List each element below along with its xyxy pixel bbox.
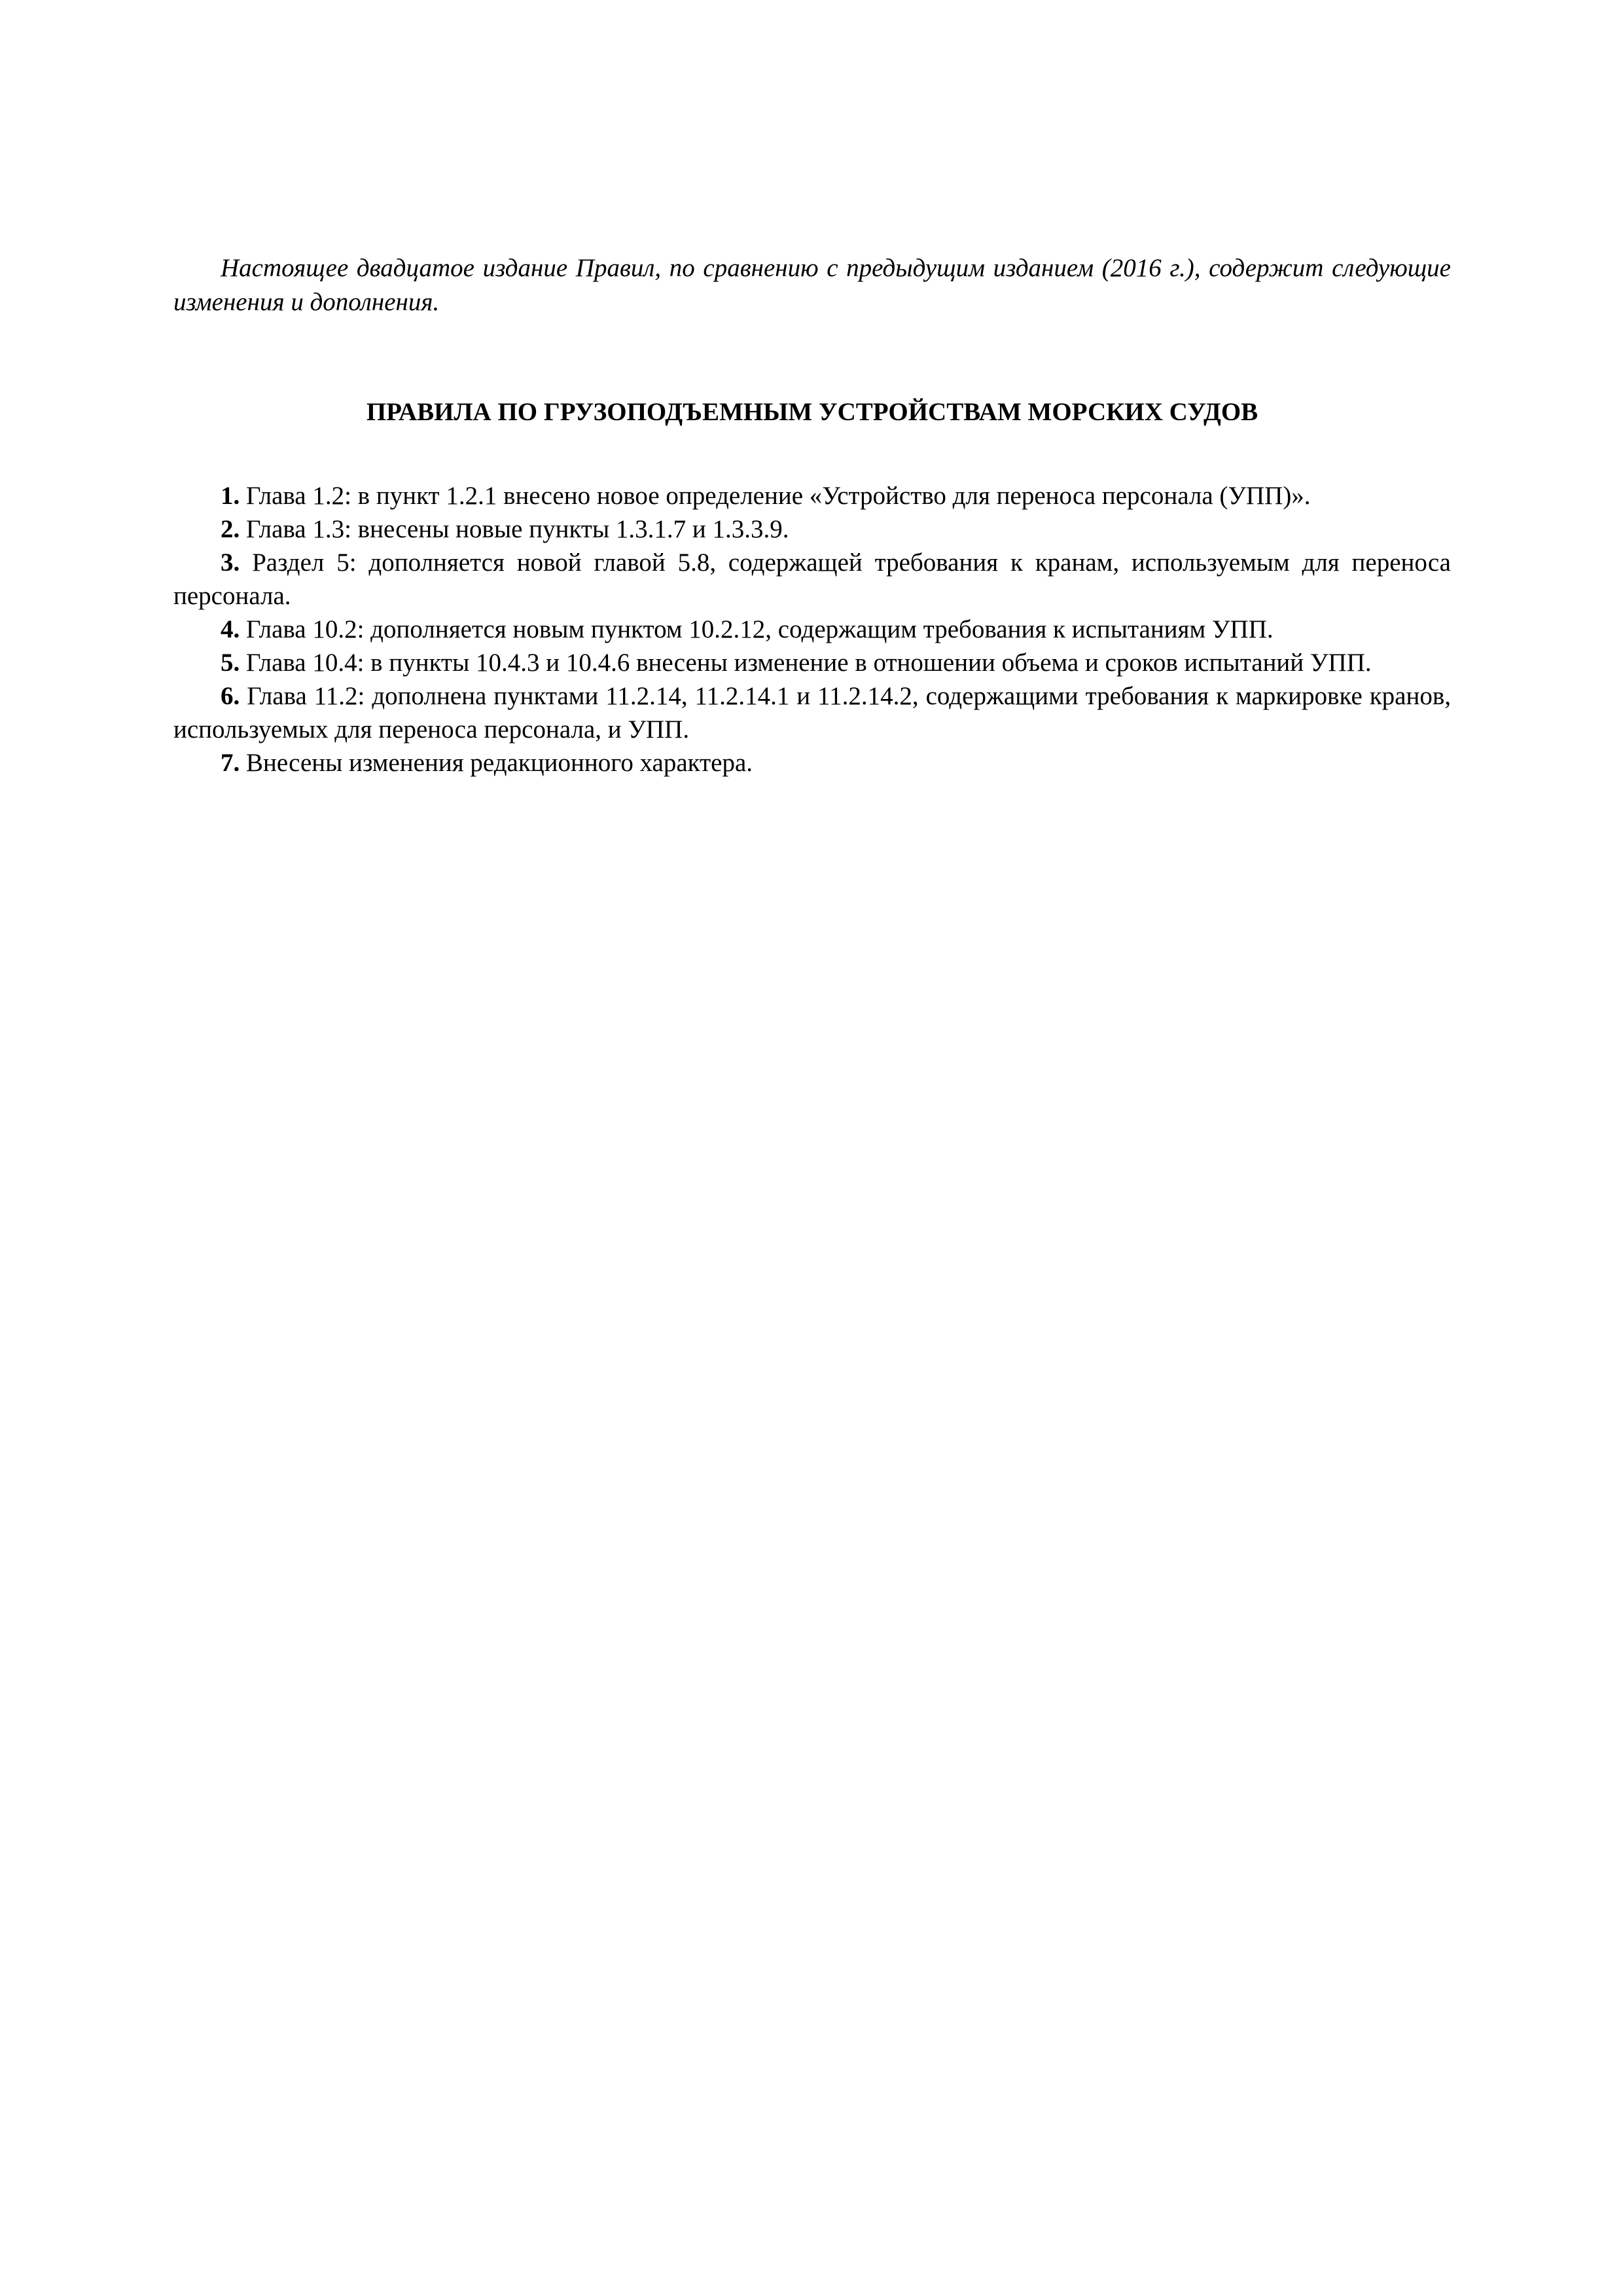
change-text: Глава 1.2: в пункт 1.2.1 внесено новое определение «Устройство для переноса персонала (УПП)». (246, 482, 1311, 510)
change-number: 6. (221, 682, 240, 710)
change-number: 5. (221, 649, 240, 677)
change-text: Глава 10.4: в пункты 10.4.3 и 10.4.6 внесены изменение в отношении объема и сроков испытаний УПП. (246, 649, 1372, 677)
change-item-1 (173, 479, 1451, 512)
rules-title: ПРАВИЛА ПО ГРУЗОПОДЪЕМНЫМ УСТРОЙСТВАМ МОРСКИХ СУДОВ (366, 398, 1258, 426)
change-item-2 (173, 512, 1451, 546)
change-text: Раздел 5: дополняется новой главой 5.8, содержащей требования к кранам, используемым для переноса персонала. (173, 548, 1451, 610)
change-number: 3. (221, 548, 240, 577)
change-number: 2. (221, 515, 240, 543)
intro-paragraph: Настоящее двадцатое издание Правил, по сравнению с предыдущим изданием (2016 г.), содержит следующие изменения и дополнения. (173, 254, 1451, 316)
change-item-7 (173, 746, 1451, 780)
change-text: Глава 1.3: внесены новые пункты 1.3.1.7 и 1.3.3.9. (246, 515, 789, 543)
change-text: Внесены изменения редакционного характера. (246, 749, 753, 777)
change-number: 1. (221, 482, 240, 510)
change-item-3 (173, 546, 1451, 613)
change-text: Глава 10.2: дополняется новым пунктом 10.2.12, содержащим требования к испытаниям УПП. (246, 615, 1274, 643)
change-item-5 (173, 646, 1451, 679)
change-number: 7. (221, 749, 240, 777)
change-number: 4. (221, 615, 240, 643)
change-text: Глава 11.2: дополнена пунктами 11.2.14, 11.2.14.1 и 11.2.14.2, содержащими требования к маркировке кранов, используемых для переноса персонала, и УПП. (173, 682, 1451, 744)
change-item-6 (173, 679, 1451, 746)
change-item-4 (173, 613, 1451, 646)
changes-list (173, 479, 1451, 780)
